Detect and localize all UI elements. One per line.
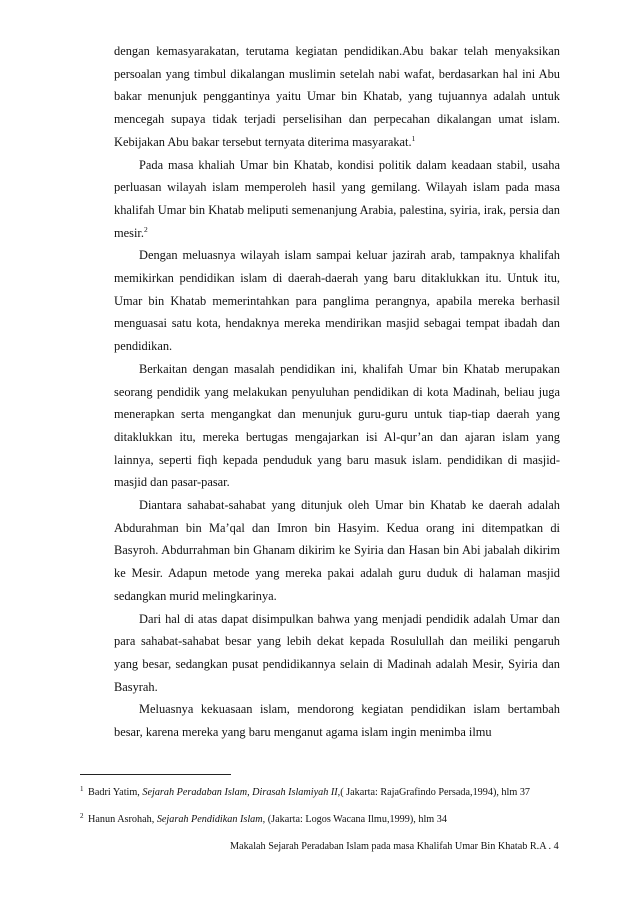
footnote-ref[interactable]: 2 bbox=[143, 224, 148, 234]
paragraph: Dengan meluasnya wilayah islam sampai keluar jazirah arab, tampaknya khalifah memikirkan pendidikan islam di daerah-daerah yang baru ditaklukkan itu. Untuk itu, Umar bin Khatab memerintahkan para panglima perangnya, apabila mereka berhasil menguasai satu kota, hendaknya mereka mendirikan masjid sebagai tempat ibadah dan pendidikan. bbox=[114, 248, 560, 354]
footnote-ref[interactable]: 1 bbox=[411, 133, 416, 143]
paragraph: Dari hal di atas dapat disimpulkan bahwa yang menjadi pendidik adalah Umar dan para sahabat-sahabat besar yang lebih dekat kepada Rosulullah dan meiliki pengaruh yang besar, sedangkan pusat pendidikannya selain di Madinah adalah Mesir, Syiria dan Basyrah. bbox=[114, 611, 560, 694]
paragraph: Diantara sahabat-sahabat yang ditunjuk oleh Umar bin Khatab ke daerah adalah Abdurahman bin Ma’qal dan Imron bin Hasyim. Kedua orang ini ditempatkan di Basyroh. Abdurrahman bin Ghanam dikirim ke Syiria dan Hasan bin Abi jabalah dikirim ke Mesir. Adapun metode yang mereka pakai adalah guru duduk di halaman masjid sedangkan murid melingkarinya. bbox=[114, 498, 560, 603]
footnote bbox=[80, 786, 600, 800]
body-text bbox=[114, 40, 560, 744]
paragraph: Pada masa khaliah Umar bin Khatab, kondisi politik dalam keadaan stabil, usaha perluasan wilayah islam memperoleh hasil yang gemilang. Wilayah islam pada masa khalifah Umar bin Khatab meliputi semenanjung Arabia, palestina, syiria, irak, persia dan mesir.$^2$ bbox=[114, 157, 560, 240]
footnote bbox=[80, 813, 600, 827]
footnote-author: Badri Yatim, bbox=[88, 787, 143, 798]
footnote-divider bbox=[80, 774, 231, 775]
footnote-publication: ( Jakarta: RajaGrafindo Persada,1994), hlm 37 bbox=[340, 787, 531, 798]
paragraph: dengan kemasyarakatan, terutama kegiatan pendidikan.Abu bakar telah menyaksikan persoalan yang timbul dikalangan muslimin setelah nabi wafat, berdasarkan hal ini Abu bakar menunjuk penggantinya yaitu Umar bin Khatab, yang tujuannya adalah untuk mencegah supaya tidak terjadi perselisihan dan perpecahan dikalangan umat islam. Kebijakan Abu bakar tersebut ternyata diterima masyarakat.$^1$ bbox=[114, 44, 560, 149]
paragraph: Berkaitan dengan masalah pendidikan ini, khalifah Umar bin Khatab merupakan seorang pendidik yang melakukan penyuluhan pendidikan di kota Madinah, beliau juga menerapkan serta mengangkat dan menunjuk guru-guru untuk tiap-tiap daerah yang ditaklukkan itu, mereka bertugas mengajarkan isi Al-qur’an dan ajaran islam yang lainnya, seperti fiqh kepada penduduk yang baru masuk islam. pendidikan di masjid-masjid dan pasar-pasar. bbox=[114, 361, 560, 490]
footnote-title: Sejarah Peradaban Islam, Dirasah Islamiyah II, bbox=[142, 787, 341, 798]
page-footer: Makalah Sejarah Peradaban Islam pada masa Khalifah Umar Bin Khatab R.A . 4 bbox=[230, 841, 559, 852]
footnote-number: 1 bbox=[80, 785, 84, 793]
footnote-number: 2 bbox=[80, 812, 84, 820]
footnote-publication: (Jakarta: Logos Wacana Ilmu,1999), hlm 34 bbox=[265, 814, 447, 825]
footnote-author: Hanun Asrohah, bbox=[88, 814, 157, 825]
paragraph: Meluasnya kekuasaan islam, mendorong kegiatan pendidikan islam bertambah besar, karena mereka yang baru menganut agama islam ingin menimba ilmu bbox=[114, 702, 560, 740]
footnote-title: Sejarah Pendidikan Islam, bbox=[156, 814, 266, 825]
